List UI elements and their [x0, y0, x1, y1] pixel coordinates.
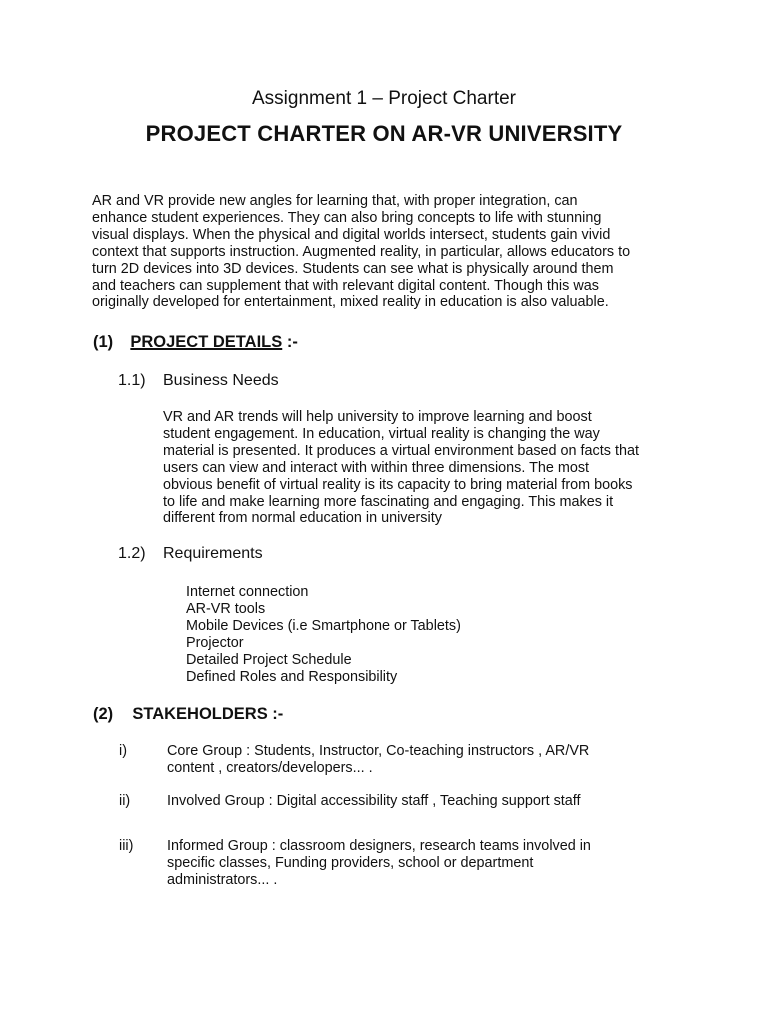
requirement-item: AR-VR tools	[186, 600, 266, 617]
stakeholder-line: administrators... .	[167, 871, 278, 888]
intro-line: turn 2D devices into 3D devices. Students can see what is physically around them	[92, 260, 614, 277]
business-needs-number: 1.1)	[118, 372, 146, 389]
requirement-item: Projector	[186, 634, 244, 651]
business-needs-paragraph	[163, 409, 639, 527]
requirement-item: Internet connection	[186, 584, 309, 600]
intro-line: and teachers can supplement that with relevant digital content. Though this was	[92, 277, 599, 294]
intro-line: context that supports instruction. Augmented reality, in particular, allows educators to	[92, 243, 631, 260]
business-line: obvious benefit of virtual reality is its capacity to bring material from books	[163, 476, 633, 493]
intro-line: visual displays. When the physical and digital worlds intersect, students gain vivid	[92, 226, 611, 243]
business-line: student engagement. In education, virtual reality is changing the way	[163, 425, 600, 442]
section-1-title: PROJECT DETAILS	[130, 333, 283, 351]
stakeholder-numeral: iii)	[119, 838, 134, 854]
section-1-number: (1)	[93, 333, 114, 351]
section-2-title: STAKEHOLDERS :-	[132, 705, 284, 723]
stakeholder-involved-group	[167, 793, 581, 810]
intro-paragraph	[92, 193, 630, 311]
requirements-heading: Requirements	[163, 545, 263, 562]
requirements-list	[186, 584, 461, 685]
requirement-item: Defined Roles and Responsibility	[186, 668, 398, 685]
assignment-subtitle: Assignment 1 – Project Charter	[251, 88, 516, 109]
business-line: different from normal education in university	[163, 510, 442, 527]
stakeholder-line: Informed Group : classroom designers, research teams involved in	[167, 838, 591, 854]
business-line: to life and make learning more fascinating and engaging. This makes it	[163, 493, 614, 510]
stakeholder-core-group	[167, 743, 589, 777]
stakeholder-line: Involved Group : Digital accessibility staff , Teaching support staff	[167, 793, 581, 809]
intro-line: enhance student experiences. They can also bring concepts to life with stunning	[92, 209, 602, 226]
page-title: PROJECT CHARTER ON AR-VR UNIVERSITY	[145, 121, 623, 146]
intro-line: AR and VR provide new angles for learning that, with proper integration, can	[92, 193, 578, 209]
intro-line: originally developed for entertainment, mixed reality in education is also valuable.	[92, 294, 609, 311]
business-line: users can view and interact with within three dimensions. The most	[163, 459, 590, 476]
stakeholder-informed-group	[167, 838, 591, 889]
requirement-item: Detailed Project Schedule	[186, 651, 352, 668]
business-line: material is presented. It produces a virtual environment based on facts that	[163, 442, 639, 459]
stakeholder-numeral: ii)	[119, 793, 131, 809]
section-2-number: (2)	[93, 705, 114, 723]
stakeholder-line: specific classes, Funding providers, school or department	[167, 854, 534, 871]
business-line: VR and AR trends will help university to improve learning and boost	[163, 409, 592, 425]
stakeholder-numeral: i)	[119, 743, 127, 759]
section-1-suffix: :-	[282, 333, 298, 351]
requirements-number: 1.2)	[118, 545, 146, 562]
requirement-item: Mobile Devices (i.e Smartphone or Tablets)	[186, 617, 461, 634]
business-needs-heading: Business Needs	[163, 372, 279, 389]
stakeholder-line: Core Group : Students, Instructor, Co-teaching instructors , AR/VR	[167, 743, 590, 759]
section-2-heading	[93, 705, 283, 724]
stakeholder-line: content , creators/developers... .	[167, 759, 373, 776]
section-1-heading	[93, 333, 298, 352]
